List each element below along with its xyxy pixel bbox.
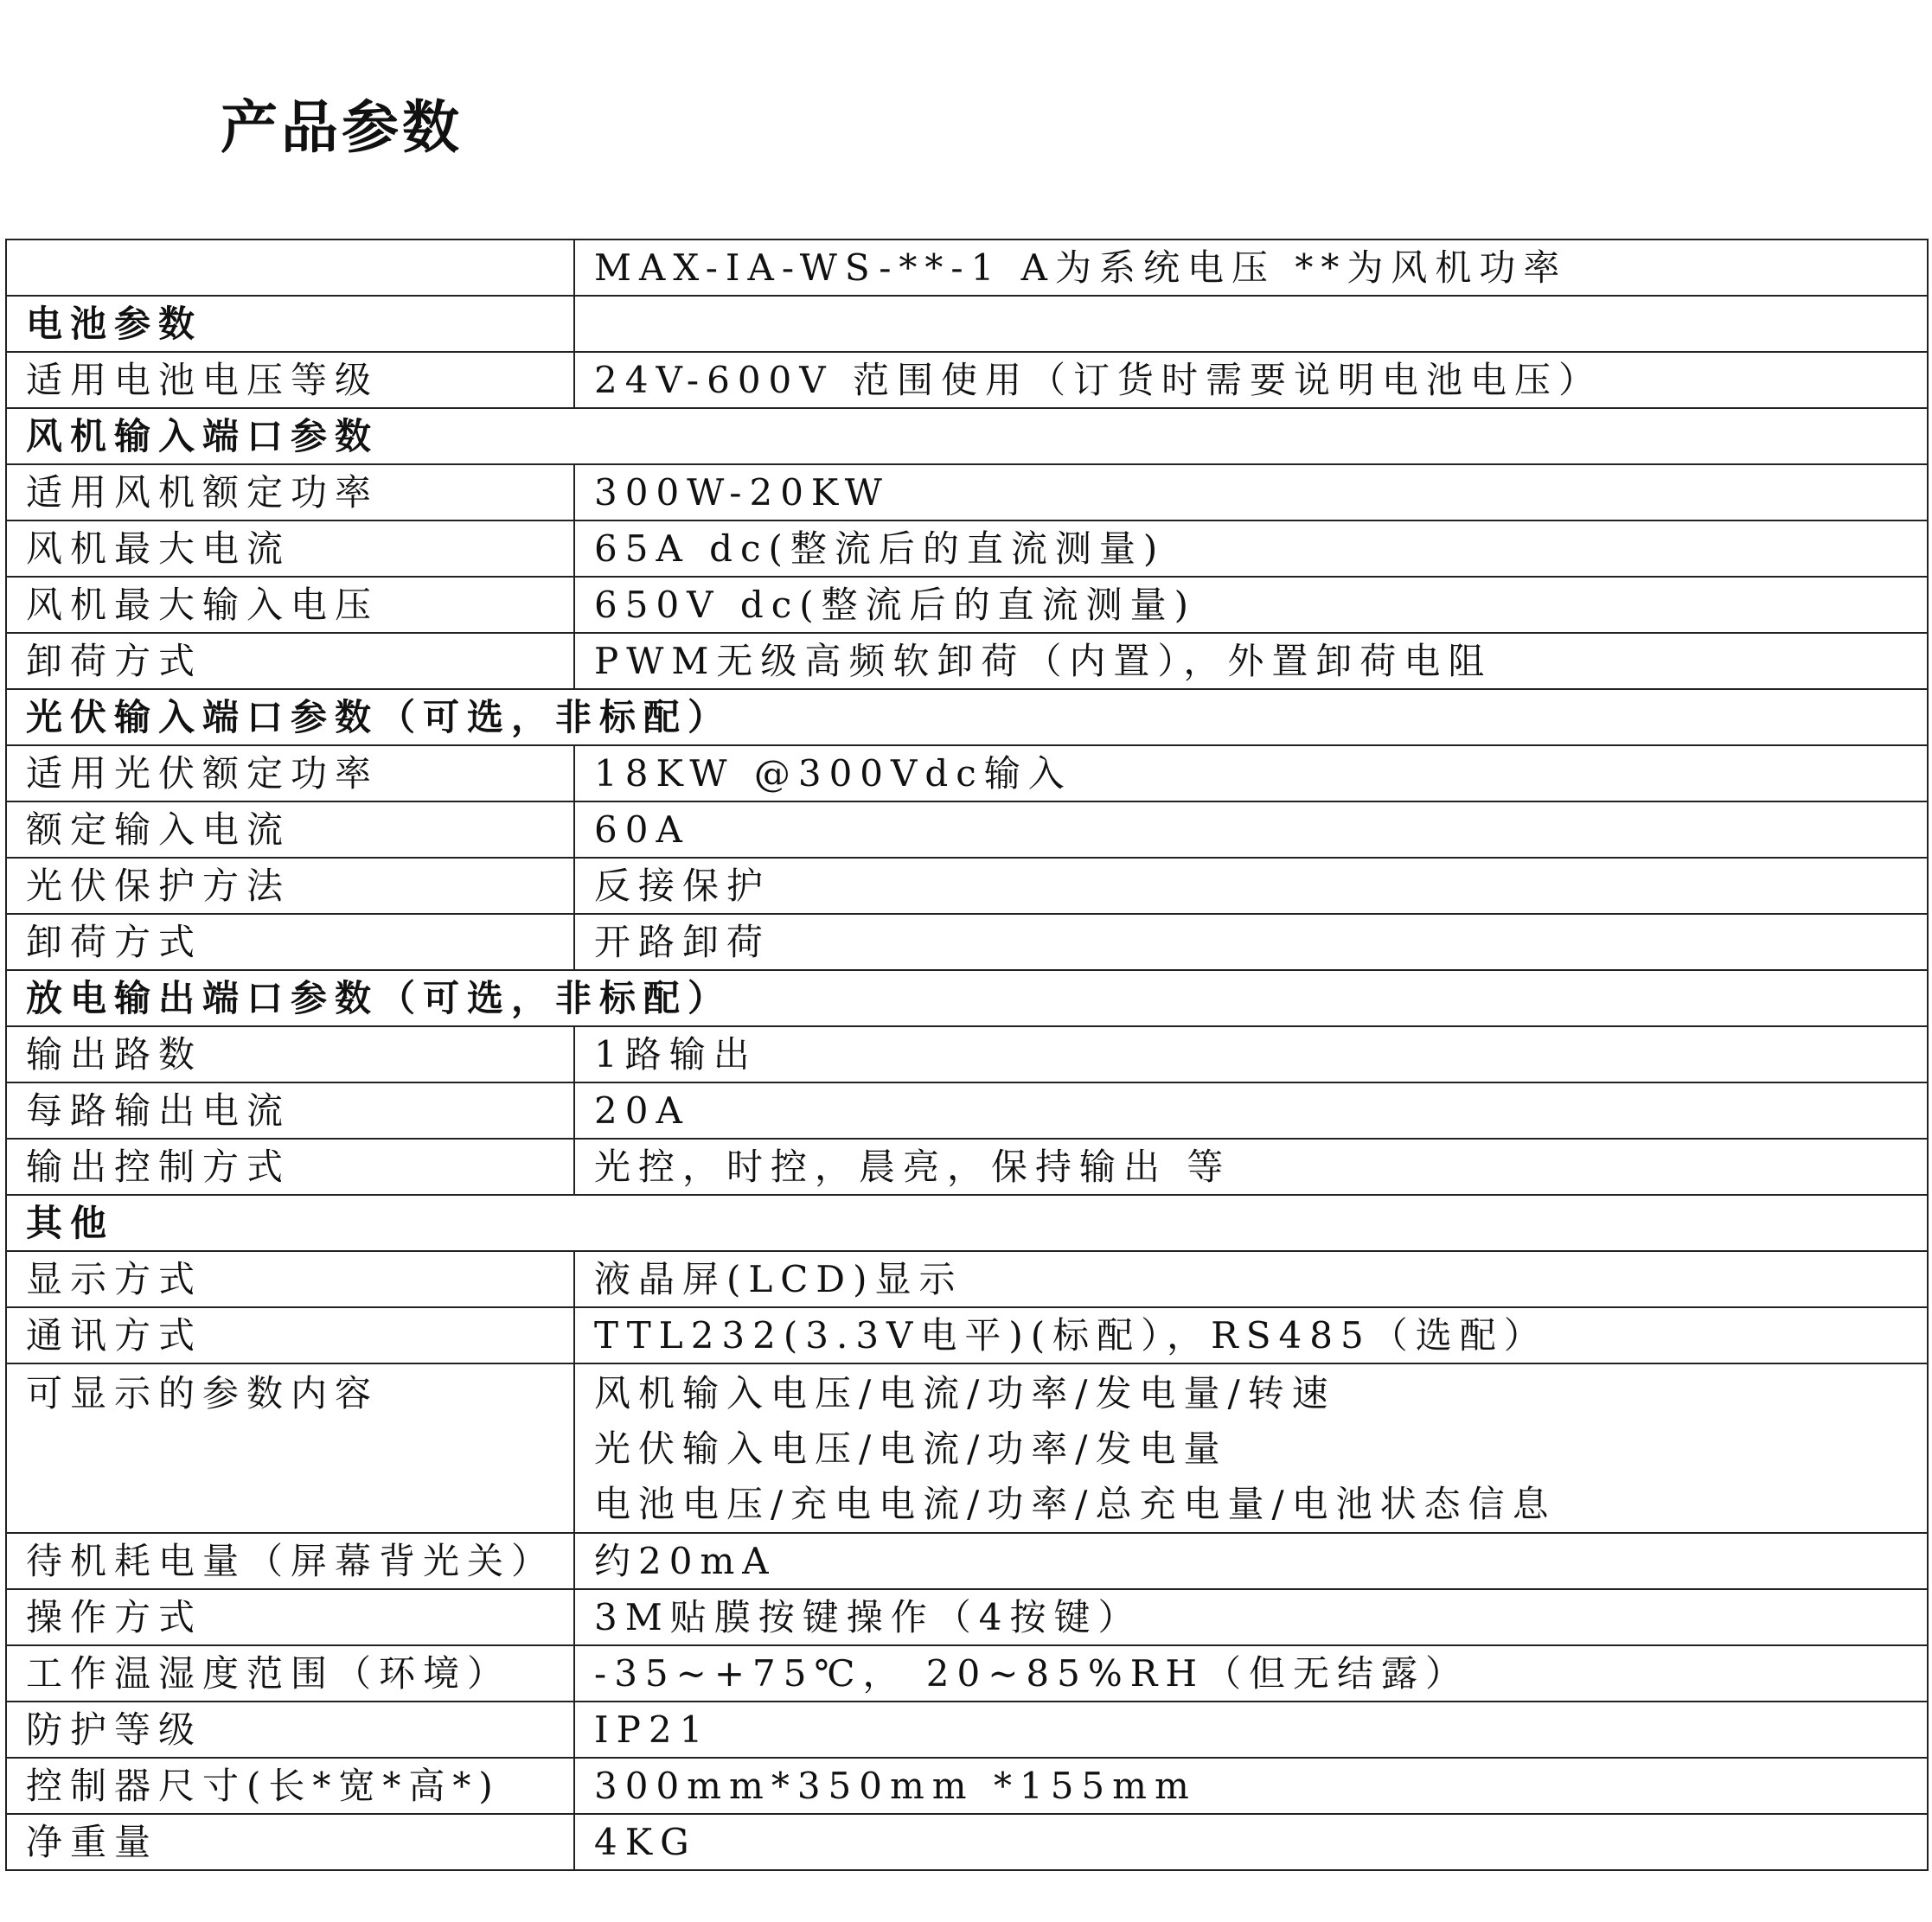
table-row xyxy=(6,239,1928,296)
param-label: 输出路数 xyxy=(6,1026,574,1082)
section-row xyxy=(6,689,1928,745)
param-value: 65A dc(整流后的直流测量) xyxy=(574,520,1928,577)
param-value: IP21 xyxy=(574,1702,1928,1758)
param-label: 光伏保护方法 xyxy=(6,858,574,914)
param-value: 20A xyxy=(574,1082,1928,1139)
table-row xyxy=(6,1363,1928,1533)
section-row xyxy=(6,1195,1928,1251)
table-row xyxy=(6,1758,1928,1814)
param-value: 约20mA xyxy=(574,1533,1928,1589)
param-label: 适用风机额定功率 xyxy=(6,464,574,520)
param-label: 适用电池电压等级 xyxy=(6,352,574,408)
model-number-cell: MAX-IA-WS-**-1 A为系统电压 **为风机功率 xyxy=(574,239,1928,296)
param-value: 650V dc(整流后的直流测量) xyxy=(574,577,1928,633)
page-title: 产品参数 xyxy=(221,94,463,161)
param-value: 液晶屏(LCD)显示 xyxy=(574,1251,1928,1307)
table-row xyxy=(6,1589,1928,1645)
param-value: 反接保护 xyxy=(574,858,1928,914)
param-value-multiline xyxy=(574,1363,1928,1533)
param-value: 光控，时控，晨亮，保持输出 等 xyxy=(574,1139,1928,1195)
section-row xyxy=(6,296,1928,352)
table-row xyxy=(6,1251,1928,1307)
param-label: 净重量 xyxy=(6,1814,574,1870)
table-row xyxy=(6,1533,1928,1589)
section-label: 放电输出端口参数（可选，非标配） xyxy=(6,970,1928,1026)
param-label: 待机耗电量（屏幕背光关） xyxy=(6,1533,574,1589)
table-row xyxy=(6,1814,1928,1870)
param-value: 开路卸荷 xyxy=(574,914,1928,970)
table-row xyxy=(6,1082,1928,1139)
param-label: 风机最大输入电压 xyxy=(6,577,574,633)
param-value: 24V-600V 范围使用（订货时需要说明电池电压） xyxy=(574,352,1928,408)
param-label: 工作温湿度范围（环境） xyxy=(6,1645,574,1702)
section-value xyxy=(574,296,1928,352)
param-value: TTL232(3.3V电平)(标配），RS485（选配） xyxy=(574,1307,1928,1363)
table-row xyxy=(6,914,1928,970)
param-label: 额定输入电流 xyxy=(6,801,574,858)
section-row xyxy=(6,970,1928,1026)
table-row xyxy=(6,801,1928,858)
param-value: 300W-20KW xyxy=(574,464,1928,520)
param-label: 防护等级 xyxy=(6,1702,574,1758)
param-label: 可显示的参数内容 xyxy=(6,1363,574,1533)
table-row xyxy=(6,1139,1928,1195)
table-row xyxy=(6,1702,1928,1758)
param-label: 通讯方式 xyxy=(6,1307,574,1363)
header-label-cell xyxy=(6,239,574,296)
section-row xyxy=(6,408,1928,464)
param-value: 18KW @300Vdc输入 xyxy=(574,745,1928,801)
param-label: 操作方式 xyxy=(6,1589,574,1645)
table-row xyxy=(6,633,1928,689)
section-label: 光伏输入端口参数（可选，非标配） xyxy=(6,689,1928,745)
table-row xyxy=(6,1645,1928,1702)
param-label: 显示方式 xyxy=(6,1251,574,1307)
param-label: 控制器尺寸(长*宽*高*) xyxy=(6,1758,574,1814)
param-value: 1路输出 xyxy=(574,1026,1928,1082)
param-value: 4KG xyxy=(574,1814,1928,1870)
product-spec-table xyxy=(5,239,1929,1871)
param-label: 输出控制方式 xyxy=(6,1139,574,1195)
param-value: 3M贴膜按键操作（4按键） xyxy=(574,1589,1928,1645)
table-row xyxy=(6,464,1928,520)
display-param-line: 电池电压/充电电流/功率/总充电量/电池状态信息 xyxy=(594,1483,1557,1525)
table-row xyxy=(6,577,1928,633)
section-label: 电池参数 xyxy=(6,296,574,352)
table-row xyxy=(6,520,1928,577)
section-label: 风机输入端口参数 xyxy=(6,408,1928,464)
param-value: -35~+75℃， 20~85%RH（但无结露） xyxy=(574,1645,1928,1702)
table-row xyxy=(6,745,1928,801)
table-row xyxy=(6,1307,1928,1363)
param-label: 卸荷方式 xyxy=(6,914,574,970)
param-value: PWM无级高频软卸荷（内置），外置卸荷电阻 xyxy=(574,633,1928,689)
display-param-line: 光伏输入电压/电流/功率/发电量 xyxy=(594,1427,1228,1470)
table-row xyxy=(6,858,1928,914)
table-row xyxy=(6,1026,1928,1082)
param-value: 300mm*350mm *155mm xyxy=(574,1758,1928,1814)
display-param-line: 风机输入电压/电流/功率/发电量/转速 xyxy=(594,1372,1336,1414)
param-label: 卸荷方式 xyxy=(6,633,574,689)
param-label: 每路输出电流 xyxy=(6,1082,574,1139)
param-value: 60A xyxy=(574,801,1928,858)
param-label: 适用光伏额定功率 xyxy=(6,745,574,801)
section-label: 其他 xyxy=(6,1195,1928,1251)
table-row xyxy=(6,352,1928,408)
param-label: 风机最大电流 xyxy=(6,520,574,577)
